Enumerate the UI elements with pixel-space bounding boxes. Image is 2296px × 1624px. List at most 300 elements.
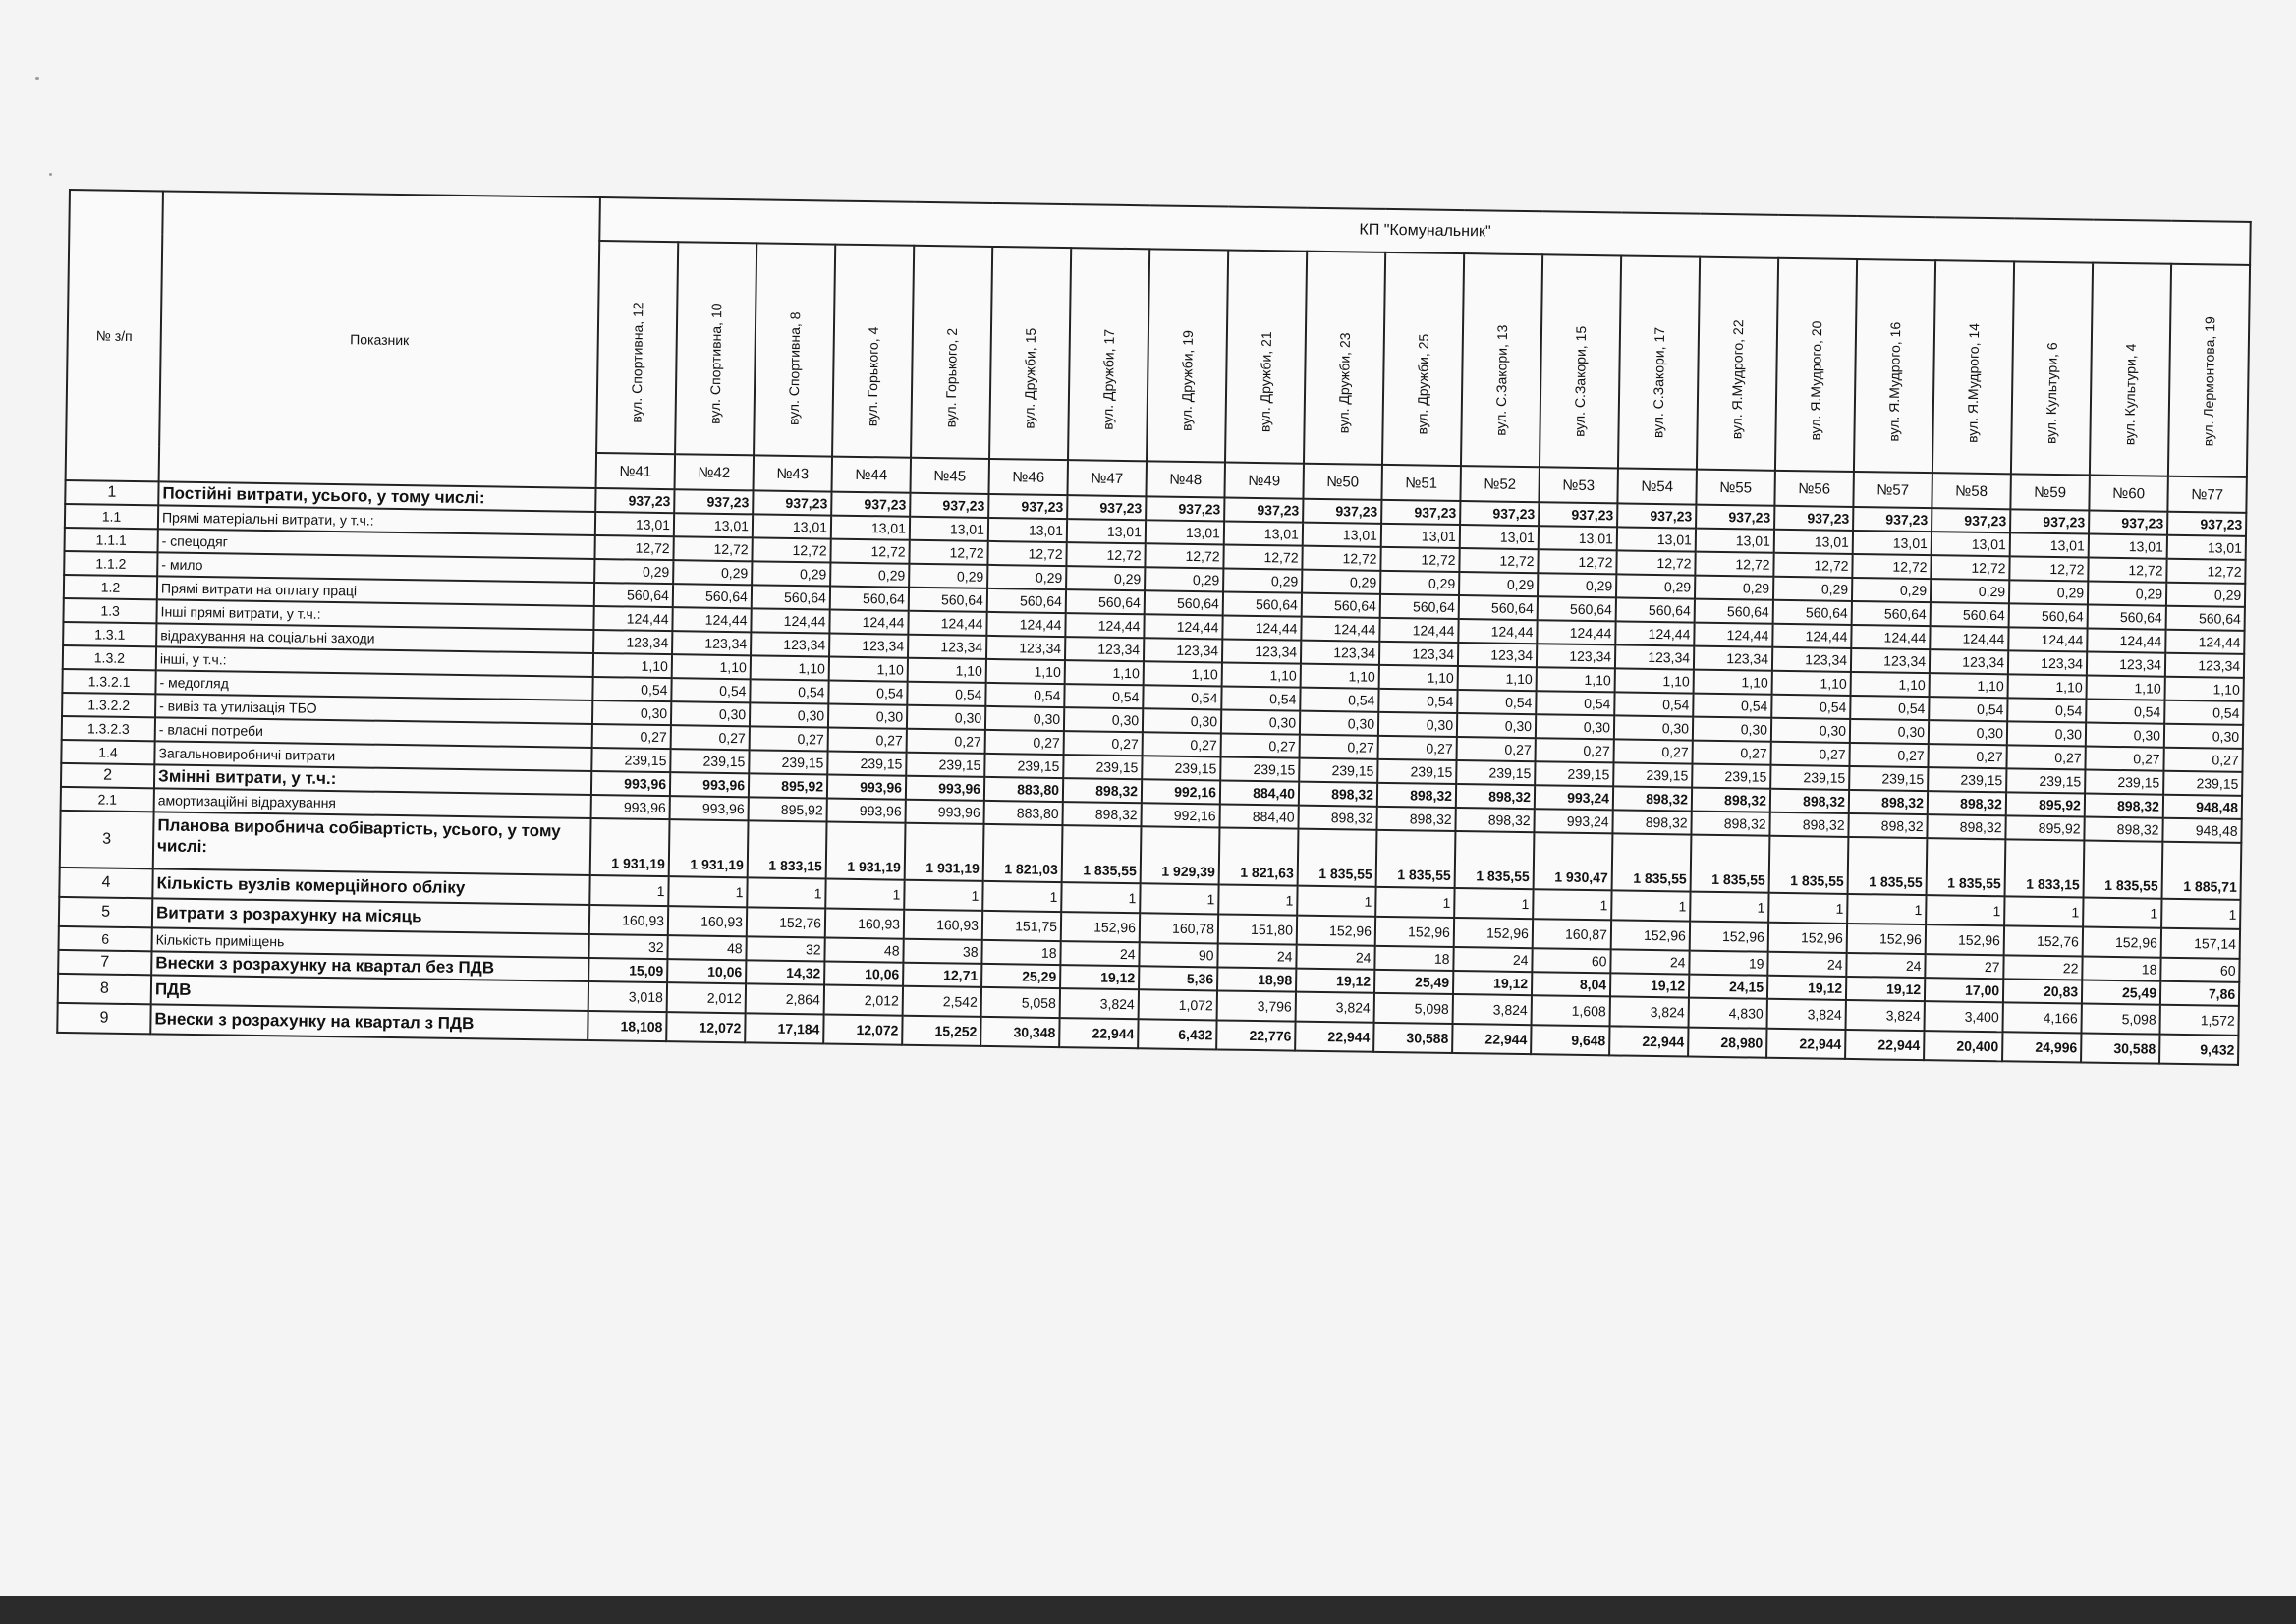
table-cell: 1 821,03 [983,824,1063,882]
header-company: КП "Комунальник" [599,197,2251,265]
table-cell: 560,64 [1538,596,1616,621]
table-cell: 25,29 [981,964,1060,988]
table-cell: 0,29 [752,561,830,586]
row-number: 1.4 [61,740,154,764]
table-cell: 48 [824,938,903,963]
table-cell: 2,542 [903,986,981,1017]
table-cell: 560,64 [1616,597,1695,622]
row-label: Планова виробнича собівартість, усього, у тому числі: [153,812,591,875]
table-cell: 13,01 [1853,531,1932,555]
table-cell: 1 835,55 [1848,837,1928,895]
table-cell: 898,32 [1769,812,1848,837]
table-cell: 160,87 [1533,919,1611,949]
table-cell: 0,29 [1695,576,1773,600]
address-header [911,246,992,459]
table-cell: 0,29 [1459,572,1538,596]
table-cell: 0,54 [592,677,671,701]
table-cell: 239,15 [1849,766,1928,791]
table-cell: 28,980 [1688,1028,1766,1058]
table-cell: 12,72 [1852,554,1931,579]
table-cell: 239,15 [1063,755,1142,779]
table-cell: 948,48 [2162,818,2241,843]
table-cell: 937,23 [1853,507,1932,532]
table-cell: 152,96 [1926,924,2004,955]
address-label: вул. Я.Мудрого, 16 [1885,321,1904,442]
table-cell: 1 931,19 [669,819,749,877]
table-cell: 22,944 [1845,1030,1924,1060]
row-number: 4 [59,868,152,898]
table-cell: 13,01 [1932,532,2010,556]
table-cell: 13,01 [1774,530,1853,554]
table-cell: 993,96 [591,795,670,819]
table-cell: 3,824 [1610,996,1689,1027]
table-cell: 160,93 [825,909,904,939]
address-label: вул. Культури, 6 [2043,342,2060,445]
row-number: 1.3.2.1 [62,669,155,694]
row-label: Кількість приміщень [151,927,588,958]
table-cell: 1 [747,877,825,908]
address-label: вул. Спортивна, 12 [628,302,646,423]
table-cell: 17,00 [1925,978,2003,1002]
table-cell: 0,27 [1221,733,1300,757]
table-cell: 22 [2003,955,2082,980]
building-number: №48 [1146,461,1225,497]
table-cell: 124,44 [1851,625,1930,649]
table-cell: 1 [589,875,668,906]
table-cell: 239,15 [2163,771,2242,796]
table-cell: 0,30 [1064,707,1143,732]
table-cell: 937,23 [674,489,753,514]
table-cell: 0,30 [1850,719,1929,744]
table-cell: 1 [1061,882,1140,913]
table-cell: 152,96 [1297,916,1375,946]
table-cell: 0,27 [592,724,671,749]
table-cell: 12,72 [1695,552,1773,577]
address-label: вул. Дружби, 15 [1021,327,1039,429]
table-cell: 0,30 [1693,717,1771,742]
address-header [675,242,756,455]
building-number: №56 [1774,471,1854,507]
row-number: 1.3.2.2 [62,693,155,717]
table-cell: 0,29 [909,564,987,588]
table-cell: 560,64 [1695,599,1773,624]
table-cell: 0,30 [1143,708,1221,733]
row-number: 8 [58,974,151,1004]
row-number: 1.1.1 [65,528,158,552]
table-cell: 239,15 [1377,759,1456,784]
table-cell: 1,072 [1139,989,1217,1020]
table-cell: 152,96 [1690,922,1768,952]
header-indicator: Показник [159,191,600,488]
table-cell: 0,30 [2007,721,2086,746]
table-cell: 560,64 [987,588,1066,613]
table-cell: 937,23 [1774,506,1853,531]
table-cell: 937,23 [1460,501,1539,526]
table-cell: 13,01 [1224,521,1303,545]
table-cell: 0,54 [1378,689,1457,713]
table-cell: 937,23 [1617,503,1696,528]
address-header [1461,253,1542,467]
table-cell: 895,92 [2006,792,2085,816]
table-cell: 0,29 [2009,580,2088,604]
table-cell: 4,830 [1689,998,1767,1029]
table-cell: 0,54 [1143,685,1221,709]
table-cell: 123,34 [1615,644,1694,669]
row-number: 3 [60,811,154,868]
address-header [1225,251,1307,464]
table-cell: 1,10 [1222,662,1301,687]
table-cell: 898,32 [1613,786,1692,811]
table-cell: 1,10 [1694,670,1772,695]
table-cell: 895,92 [749,773,827,798]
table-cell: 123,34 [1537,644,1615,668]
table-cell: 1,10 [1144,661,1222,686]
table-cell: 3,824 [1846,1000,1925,1031]
table-cell: 1 835,55 [1927,838,2006,896]
table-cell: 0,54 [1536,691,1614,715]
table-cell: 0,27 [1143,732,1221,756]
table-cell: 0,27 [750,726,828,751]
table-cell: 239,15 [1770,765,1849,790]
row-label: Постійні витрати, усього, у тому числі: [158,481,595,512]
row-number: 1.2 [64,575,157,599]
table-cell: 0,30 [671,701,750,726]
table-cell: 24,996 [2002,1032,2081,1062]
table-cell: 4,166 [2002,1002,2081,1033]
table-cell: 0,30 [985,706,1064,731]
table-cell: 1 930,47 [1534,832,1613,890]
row-label: - власні потреби [155,717,592,748]
table-cell: 1,10 [2165,677,2244,701]
table-cell: 0,29 [1616,574,1695,598]
table-cell: 1 [1454,888,1533,919]
address-label: вул. С.Закори, 15 [1571,325,1590,437]
table-cell: 937,23 [988,494,1067,519]
row-label: - спецодяг [158,529,595,559]
table-cell: 1 [1297,886,1375,917]
table-cell: 992,16 [1142,779,1220,804]
building-number: №46 [988,459,1068,495]
table-cell: 13,01 [1617,527,1696,551]
table-cell: 0,30 [907,705,985,730]
building-number: №42 [675,454,755,490]
table-cell: 0,27 [1064,731,1143,756]
row-number: 2 [61,763,154,788]
table-cell: 884,40 [1220,780,1299,805]
row-number: 7 [58,950,151,975]
table-cell: 60 [1532,948,1610,973]
table-cell: 1,10 [1379,665,1458,690]
table-cell: 898,32 [1692,788,1770,812]
table-cell: 124,44 [1537,620,1615,644]
row-label: Внески з розрахунку на квартал без ПДВ [151,951,588,981]
table-cell: 239,15 [1535,761,1613,786]
table-cell: 1,10 [2008,674,2087,699]
table-cell: 124,44 [829,610,908,635]
table-cell: 2,012 [667,982,746,1013]
table-cell: 152,96 [1454,918,1533,948]
table-cell: 152,76 [2004,925,2083,956]
table-cell: 937,23 [831,492,910,517]
building-number: №59 [2010,474,2090,510]
building-number: №52 [1460,466,1540,502]
table-cell: 123,34 [1144,638,1222,662]
table-cell: 560,64 [1145,590,1223,615]
table-cell: 0,54 [828,681,907,705]
table-cell: 19,12 [1846,977,1925,1001]
table-cell: 3,796 [1217,990,1296,1021]
table-cell: 6,432 [1138,1019,1216,1049]
table-cell: 151,75 [982,911,1061,941]
table-cell: 937,23 [1696,505,1774,530]
building-number: №53 [1539,467,1618,503]
address-label: вул. Дружби, 19 [1178,330,1196,432]
table-cell: 13,01 [1067,519,1146,543]
address-label: вул. Я.Мудрого, 20 [1807,320,1825,441]
table-cell: 12,72 [830,539,909,564]
table-cell: 1 [1926,895,2004,925]
table-cell: 7,86 [2160,981,2239,1006]
table-cell: 1,10 [829,657,908,682]
table-cell: 0,27 [1692,741,1770,765]
table-cell: 993,96 [827,799,906,823]
table-cell: 884,40 [1219,804,1298,828]
table-cell: 993,96 [827,775,906,800]
table-cell: 13,01 [910,517,988,541]
table-cell: 123,34 [1694,646,1772,671]
table-cell: 239,15 [1928,767,2006,792]
table-cell: 239,15 [827,752,906,776]
table-cell: 123,34 [1301,641,1379,665]
table-cell: 560,64 [594,583,673,607]
table-cell: 13,01 [753,514,831,538]
address-header [2168,264,2250,477]
table-cell: 13,01 [831,516,910,540]
table-cell: 0,30 [1929,720,2007,745]
table-cell: 0,30 [1221,709,1300,734]
table-cell: 1,10 [593,653,672,678]
table-cell: 0,29 [1223,568,1302,592]
table-cell: 1,10 [1772,671,1851,696]
table-cell: 24,15 [1689,975,1767,999]
table-cell: 12,72 [1223,544,1302,569]
table-cell: 239,15 [2006,768,2085,793]
table-cell: 0,54 [750,679,828,703]
table-cell: 898,32 [1455,808,1534,832]
table-cell: 560,64 [1380,594,1459,619]
address-header [2011,261,2093,475]
table-cell: 0,29 [2166,583,2245,607]
table-cell: 123,34 [1851,648,1930,673]
table-cell: 898,32 [1376,807,1455,831]
table-cell: 1 835,55 [1062,825,1142,883]
table-cell: 1 835,55 [1376,830,1456,888]
table-cell: 20,83 [2003,979,2082,1003]
address-label: вул. Дружби, 25 [1414,333,1431,435]
table-cell: 0,27 [1928,744,2006,768]
table-cell: 12,72 [1145,543,1223,568]
table-cell: 124,44 [751,608,829,633]
row-label: - медогляд [155,670,592,700]
table-cell: 9,432 [2159,1035,2239,1065]
table-cell: 239,15 [591,748,670,772]
table-cell: 160,93 [589,905,668,935]
table-cell: 12,72 [909,540,987,565]
table-cell: 12,72 [2088,558,2166,583]
table-cell: 19,12 [1060,965,1139,989]
table-cell: 0,54 [1693,694,1771,718]
table-cell: 123,34 [829,634,908,658]
table-cell: 937,23 [1067,495,1146,520]
table-cell: 124,44 [1772,624,1851,648]
address-label: вул. Я.Мудрого, 22 [1728,319,1747,440]
address-label: вул. Дружби, 23 [1335,332,1353,434]
address-header [1775,258,1857,472]
table-cell: 160,93 [668,906,747,936]
table-cell: 898,32 [1298,806,1376,830]
table-cell: 0,29 [1380,571,1459,595]
building-number: №47 [1067,460,1147,496]
table-cell: 898,32 [2085,794,2163,818]
table-cell: 10,06 [824,962,903,986]
table-cell: 560,64 [1066,589,1145,614]
table-cell: 0,30 [1378,712,1457,737]
building-number: №55 [1696,470,1775,506]
building-number: №51 [1381,465,1461,501]
table-cell: 992,16 [1141,803,1219,827]
table-cell: 1 [1218,884,1297,915]
row-label: Витрати з розрахунку на місяць [152,898,589,934]
table-cell: 0,30 [750,702,828,727]
table-cell: 560,64 [1302,593,1380,618]
table-cell: 18,98 [1217,967,1296,991]
table-cell: 123,34 [986,636,1065,660]
table-cell: 123,34 [672,631,751,655]
table-cell: 124,44 [1694,623,1772,647]
table-cell: 1 835,55 [1298,829,1377,887]
table-cell: 3,824 [1296,992,1374,1023]
row-number: 1.1.2 [64,551,157,576]
address-header [1540,254,1621,468]
table-cell: 993,96 [906,800,984,824]
table-cell: 123,34 [2087,652,2165,677]
table-cell: 12,72 [1616,550,1695,575]
table-cell: 239,15 [1142,756,1220,780]
row-number: 9 [57,1003,150,1034]
table-cell: 1 [1140,883,1218,914]
table-cell: 2,864 [746,983,824,1014]
table-cell: 1 [668,876,747,907]
building-number: №50 [1303,464,1382,500]
table-cell: 22,944 [1295,1022,1373,1052]
table-cell: 13,01 [1696,529,1774,553]
table-cell: 13,01 [2167,535,2246,560]
table-cell: 1 [982,881,1061,912]
table-cell: 1,10 [1615,668,1694,693]
table-cell: 12,72 [1380,547,1459,572]
table-cell: 239,15 [1692,764,1770,789]
table-cell: 937,23 [2010,509,2089,533]
table-cell: 24 [1453,947,1532,972]
table-cell: 124,44 [2087,629,2165,653]
table-cell: 239,15 [1220,756,1299,781]
table-cell: 12,072 [823,1014,902,1044]
table-cell: 898,32 [1691,812,1769,836]
table-cell: 0,54 [2007,698,2086,722]
table-cell: 18 [981,940,1060,965]
table-cell: 560,64 [1773,600,1852,625]
table-cell: 0,27 [985,730,1064,755]
table-cell: 13,01 [1539,526,1617,550]
table-cell: 0,30 [592,700,671,725]
table-cell: 937,23 [1381,500,1460,525]
table-cell: 1 [825,879,904,910]
table-cell: 0,54 [1850,696,1929,720]
row-label: амортизаційні відрахування [154,788,591,818]
table-cell: 24 [1610,949,1689,974]
table-cell: 32 [588,934,667,959]
table-cell: 24 [1846,953,1925,978]
table-cell: 3,824 [1767,999,1846,1030]
table-cell: 1,10 [1065,660,1144,685]
table-cell: 24 [1296,945,1374,970]
table-cell: 0,27 [671,725,750,750]
table-cell: 15,09 [588,958,667,982]
table-cell: 1,10 [1458,666,1537,691]
table-cell: 0,29 [1145,567,1223,591]
table-cell: 13,01 [1460,525,1539,549]
table-cell: 0,27 [2163,748,2242,772]
table-cell: 13,01 [2010,532,2089,557]
table-cell: 12,72 [1302,546,1380,571]
table-cell: 123,34 [751,632,829,656]
table-cell: 0,54 [1300,688,1378,712]
table-cell: 560,64 [673,584,752,608]
tariff-sheet [56,189,2252,1066]
table-cell: 19,12 [1610,973,1689,997]
table-cell: 1,10 [986,659,1065,684]
table-cell: 13,01 [1146,520,1224,544]
table-cell: 1 [1375,887,1454,918]
table-cell: 124,44 [908,611,986,636]
table-cell: 124,44 [1301,617,1379,642]
address-label: вул. Дружби, 17 [1099,328,1117,430]
table-cell: 560,64 [909,588,987,612]
table-cell: 90 [1139,942,1217,967]
address-header [1147,249,1228,462]
table-cell: 937,23 [1539,502,1617,527]
address-label: вул. Лермонтова, 19 [2200,316,2218,447]
address-header [1697,257,1778,471]
table-cell: 1 [2161,899,2241,929]
table-cell: 12,72 [1773,553,1852,578]
table-cell: 9,648 [1531,1025,1609,1055]
building-number: №41 [596,453,676,489]
building-number: №57 [1853,472,1932,508]
table-cell: 30,588 [1373,1023,1452,1053]
table-cell: 993,96 [670,796,749,820]
table-cell: 1 929,39 [1141,826,1220,884]
table-cell: 1,572 [2159,1005,2239,1036]
address-label: вул. Спортивна, 8 [785,311,804,426]
table-cell: 151,80 [1218,914,1297,944]
table-cell: 1 [1533,889,1611,920]
table-cell: 124,44 [1379,618,1458,643]
table-cell: 12,72 [2166,559,2245,584]
building-number: №43 [754,455,833,491]
table-cell: 0,27 [828,728,907,753]
table-cell: 13,01 [1303,523,1381,547]
